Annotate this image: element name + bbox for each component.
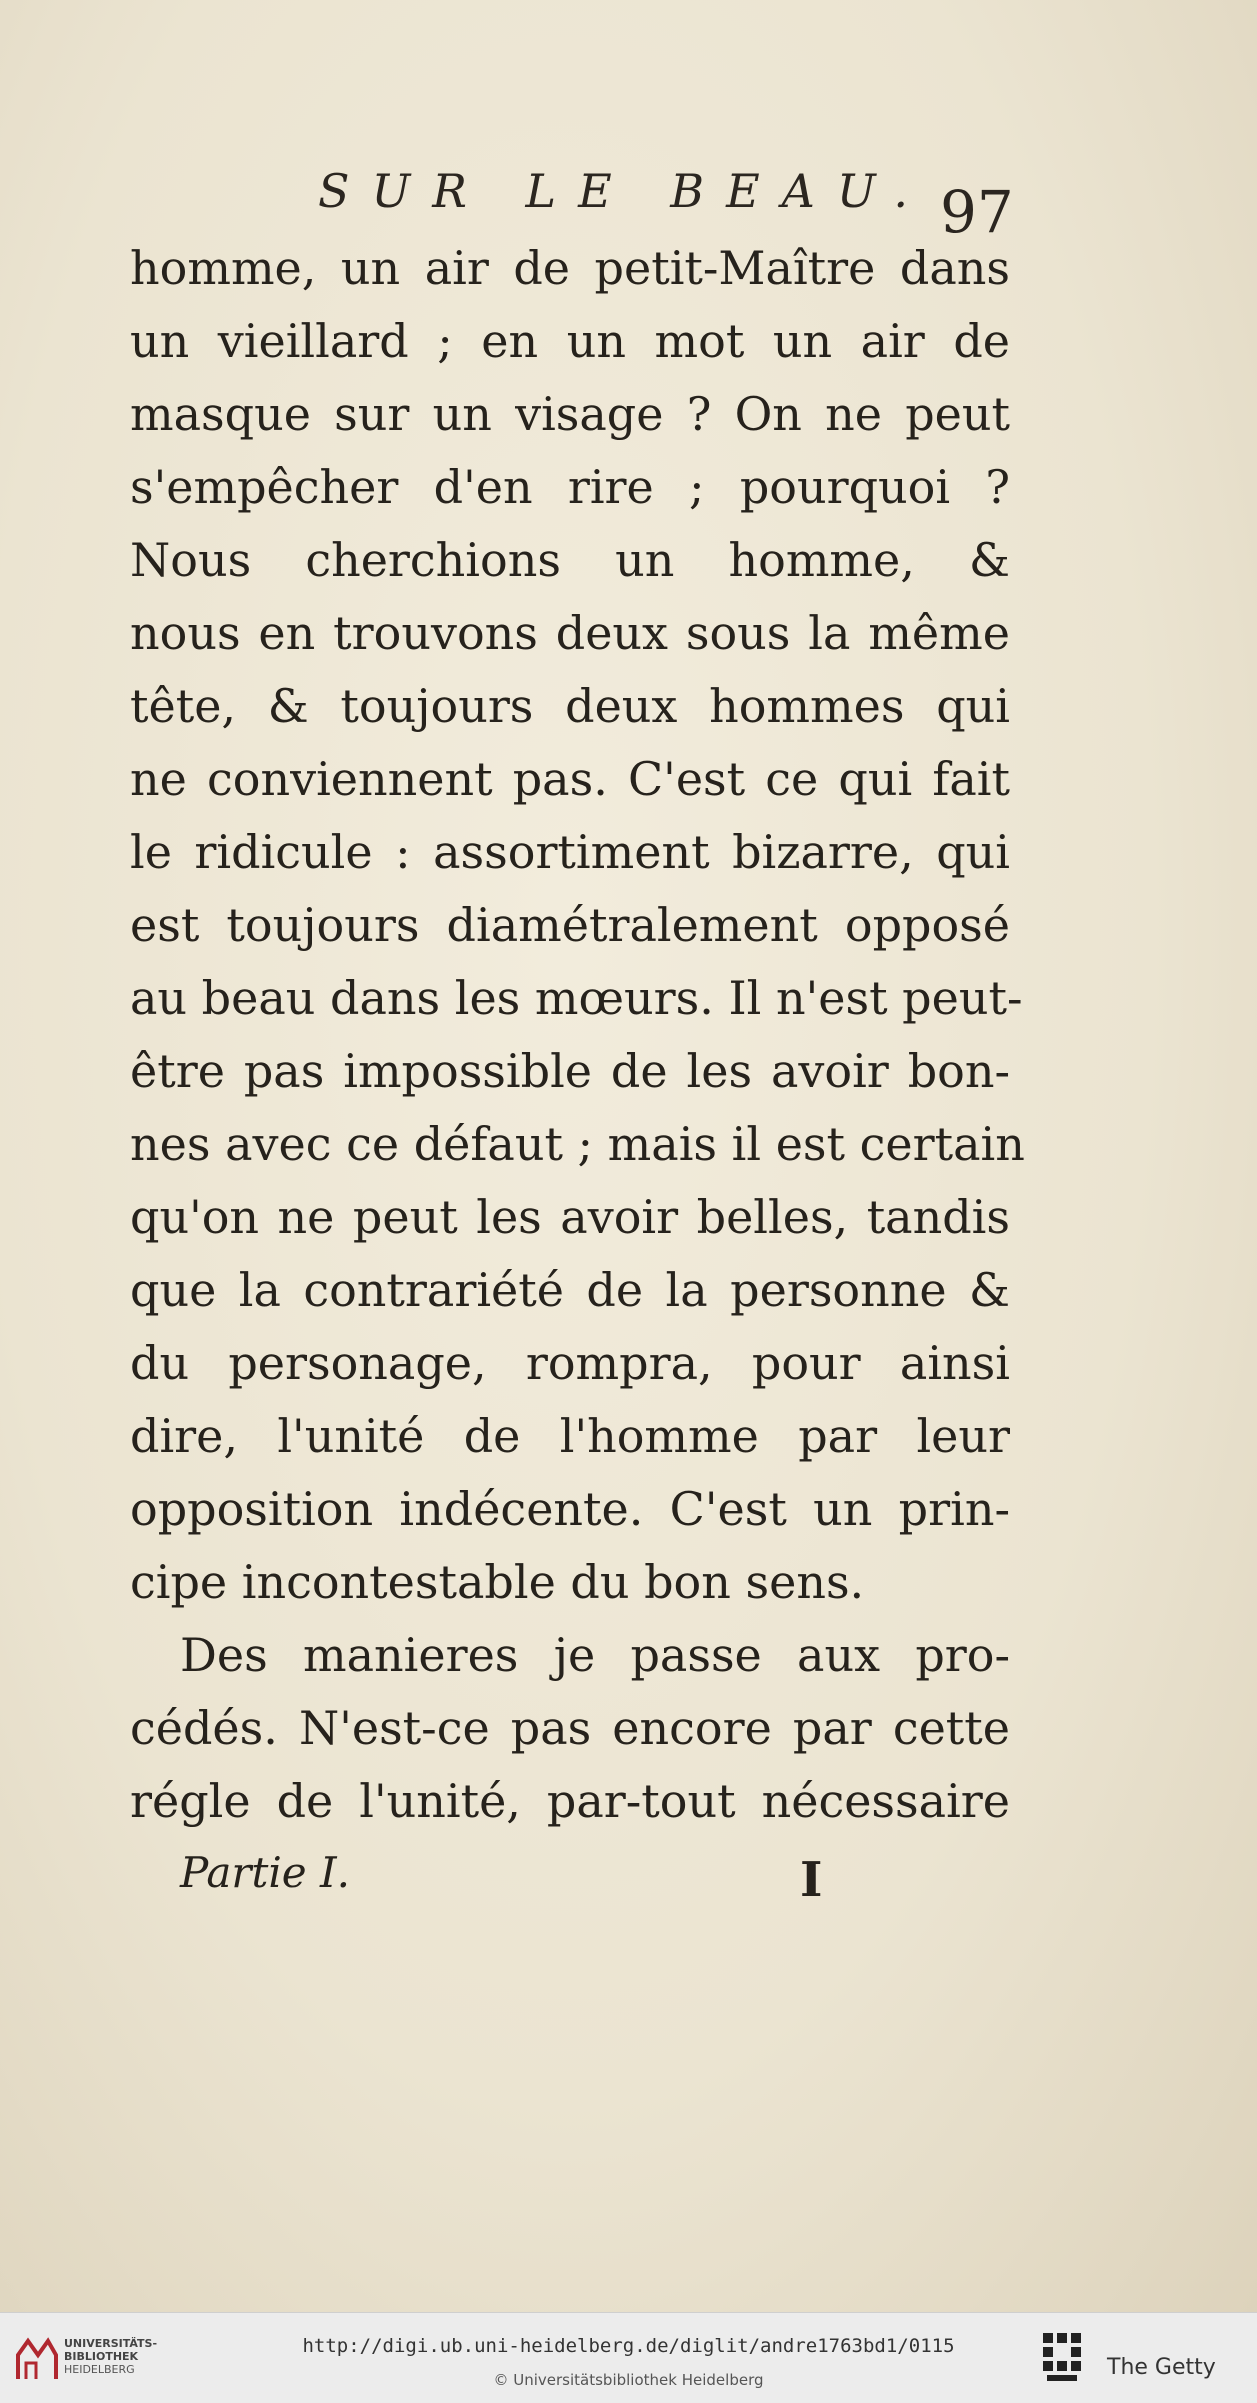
logo-line-1: UNIVERSITÄTS- [64, 2337, 158, 2350]
logo-line-3: HEIDELBERG [64, 2363, 135, 2376]
text-line: Nous cherchions un homme, & [130, 533, 1010, 587]
text-line: tête, & toujours deux hommes qui [130, 679, 1010, 733]
text-line: Des manieres je passe aux pro- [180, 1628, 1010, 1682]
getty-label: The Getty [1107, 2355, 1216, 2380]
text-line: un vieillard ; en un mot un air de [130, 314, 1010, 368]
running-head [0, 150, 1257, 246]
running-title: SUR LE BEAU. [318, 164, 931, 218]
text-line: régle de l'unité, par-tout nécessaire [130, 1774, 1010, 1828]
text-line: s'empêcher d'en rire ; pourquoi ? [130, 460, 1010, 514]
getty-mark-icon [1037, 2329, 1097, 2389]
text-line: au beau dans les mœurs. Il n'est peut- [130, 971, 1023, 1025]
text-line: ne conviennent pas. C'est ce qui fait [130, 752, 1010, 806]
signature-letter: I [800, 1852, 823, 1908]
copyright-notice: © Universitätsbibliothek Heidelberg [493, 2371, 764, 2389]
getty-logo[interactable] [1037, 2329, 1237, 2389]
text-line: du personage, rompra, pour ainsi [130, 1336, 1010, 1390]
text-line: qu'on ne peut les avoir belles, tandis [130, 1190, 1010, 1244]
text-line: homme, un air de petit-Maître dans [130, 241, 1010, 295]
text-line: dire, l'unité de l'homme par leur [130, 1409, 1010, 1463]
text-line: masque sur un visage ? On ne peut [130, 387, 1010, 441]
permalink-url[interactable]: http://digi.ub.uni-heidelberg.de/diglit/andre1763bd1/0115 [302, 2335, 955, 2357]
signature-title: Partie I. [180, 1848, 350, 1897]
body-text [130, 232, 1025, 1838]
text-line: le ridicule : assortiment bizarre, qui [130, 825, 1010, 879]
text-line: que la contrariété de la personne & [130, 1263, 1010, 1317]
text-line: être pas impossible de les avoir bon- [130, 1044, 1010, 1098]
signature-line [0, 1848, 1257, 1928]
text-line: est toujours diamétralement opposé [130, 898, 1010, 952]
text-line: opposition indécente. C'est un prin- [130, 1482, 1010, 1536]
text-line: nes avec ce défaut ; mais il est certain [130, 1117, 1025, 1171]
page-number: 97 [940, 178, 1014, 246]
viewer-footer-bar [0, 2312, 1257, 2403]
text-line: nous en trouvons deux sous la même [130, 606, 1010, 660]
text-line: cédés. N'est-ce pas encore par cette [130, 1701, 1010, 1755]
text-line: cipe incontestable du bon sens. [130, 1555, 865, 1609]
logo-line-2: BIBLIOTHEK [64, 2350, 139, 2363]
